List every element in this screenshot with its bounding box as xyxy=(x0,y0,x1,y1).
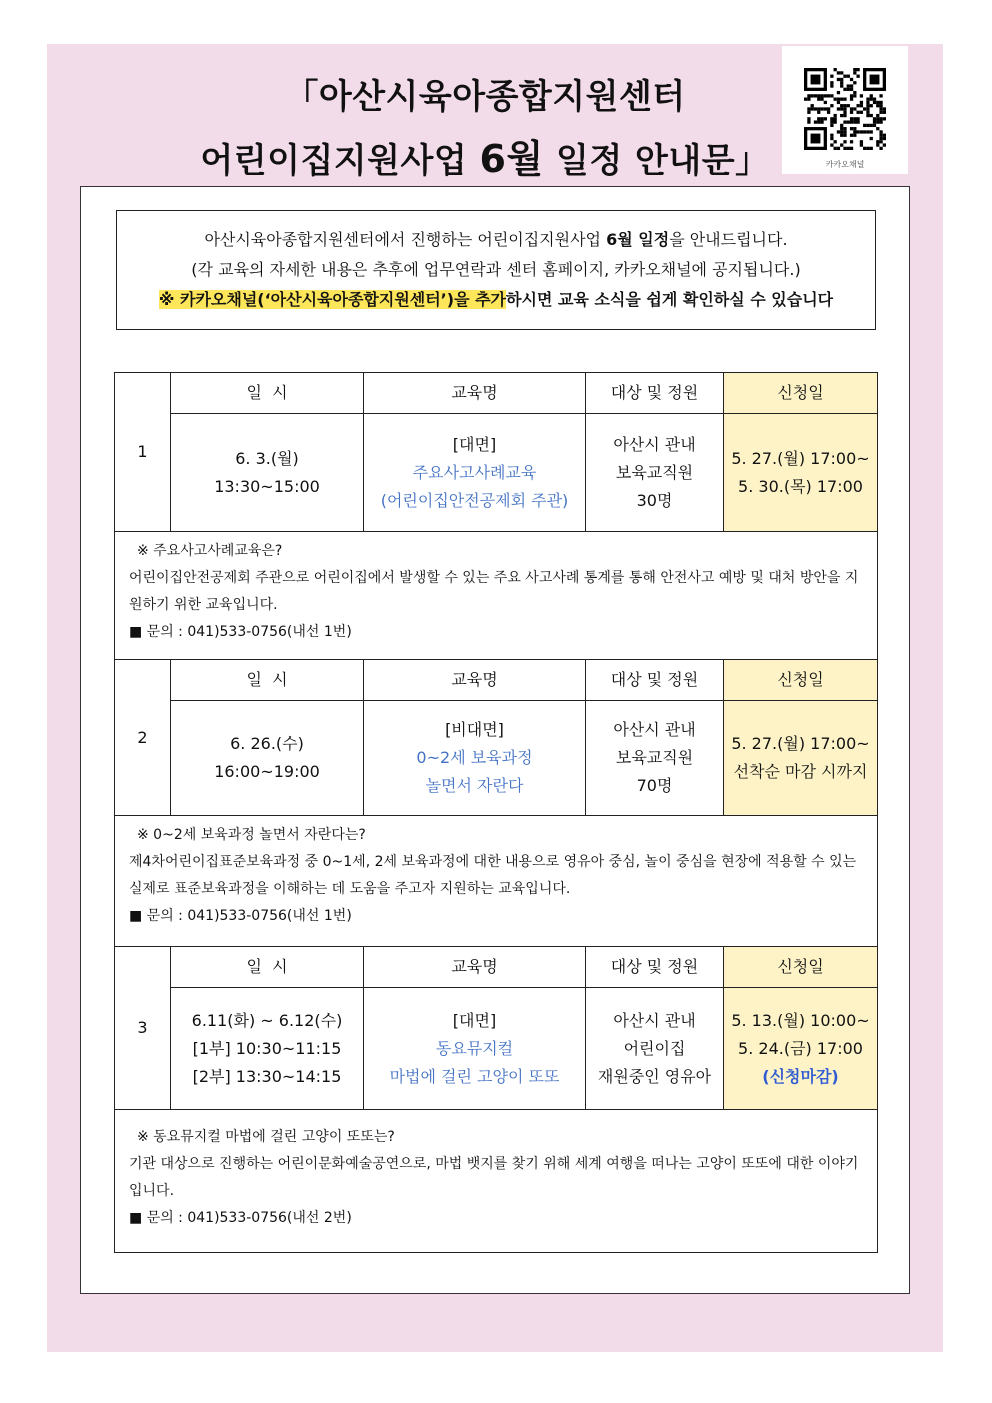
time-line: [2부] 13:30~14:15 xyxy=(192,1066,342,1086)
session-type: [대면] xyxy=(452,434,497,454)
title-text-end: 일정 안내문」 xyxy=(543,141,770,181)
header-apply: 신청일 xyxy=(724,660,878,701)
intro-line-3 xyxy=(117,285,875,315)
session-note xyxy=(115,532,878,660)
apply-start: 5. 13.(월) 10:00~ xyxy=(731,1010,870,1030)
session-apply xyxy=(724,988,878,1110)
date-line: 6.11(화) ~ 6.12(수) xyxy=(191,1010,343,1030)
session-apply xyxy=(724,701,878,816)
session-subtitle: 마법에 걸린 고양이 또또 xyxy=(389,1066,560,1086)
session-target xyxy=(586,414,724,532)
apply-end: 5. 24.(금) 17:00 xyxy=(738,1038,863,1058)
session-number: 1 xyxy=(115,373,171,532)
target-line: 보육교직원 xyxy=(615,462,694,482)
session-type: [대면] xyxy=(452,1010,497,1030)
session-target xyxy=(586,701,724,816)
header-date: 일 시 xyxy=(171,660,364,701)
target-capacity: 30명 xyxy=(636,490,673,510)
qr-code-icon xyxy=(804,68,886,150)
target-line: 아산시 관내 xyxy=(613,720,696,739)
header-name: 교육명 xyxy=(364,947,586,988)
title-line-1: 「아산시육아종합지원센터 xyxy=(284,77,686,117)
title-line-2 xyxy=(190,128,780,192)
title-text: 어린이집지원사업 xyxy=(200,141,480,181)
header-target: 대상 및 정원 xyxy=(586,947,724,988)
header-target: 대상 및 정원 xyxy=(586,660,724,701)
note-contact: ■ 문의 : 041)533-0756(내선 1번) xyxy=(129,908,352,924)
title-month: 6월 xyxy=(479,137,544,181)
apply-end: 선착순 마감 시까지 xyxy=(733,762,868,781)
session-subtitle: 놀면서 자란다 xyxy=(425,776,524,795)
session-apply xyxy=(724,414,878,532)
intro-text-end: 을 안내드립니다. xyxy=(669,230,788,249)
header-date: 일 시 xyxy=(171,373,364,414)
intro-bold: 6월 일정 xyxy=(606,230,670,249)
note-body: 어린이집안전공제회 주관으로 어린이집에서 발생할 수 있는 주요 사고사례 통계를 통해 안전사고 예방 및 대처 방안을 지원하기 위한 교육입니다. xyxy=(129,570,859,613)
session-date xyxy=(171,414,364,532)
intro-highlight: ※ 카카오채널(‘아산시육아종합지원센터’)을 추가 xyxy=(158,290,507,309)
intro-line-3-rest: 하시면 교육 소식을 쉽게 확인하실 수 있습니다 xyxy=(506,290,834,309)
target-line: 어린이집 xyxy=(623,1038,686,1058)
target-capacity: 재원중인 영유아 xyxy=(597,1066,712,1086)
session-subtitle: (어린이집안전공제회 주관) xyxy=(380,490,569,510)
header-name: 교육명 xyxy=(364,660,586,701)
time-line: 13:30~15:00 xyxy=(214,476,320,496)
target-capacity: 70명 xyxy=(636,776,673,795)
session-name xyxy=(364,414,586,532)
apply-start: 5. 27.(월) 17:00~ xyxy=(731,734,870,753)
session-table-2 xyxy=(114,659,878,947)
time-line: [1부] 10:30~11:15 xyxy=(192,1038,342,1058)
header-target: 대상 및 정원 xyxy=(586,373,724,414)
note-question: ※ 주요사고사례교육은? xyxy=(137,543,283,559)
session-target xyxy=(586,988,724,1110)
date-line: 6. 26.(수) xyxy=(230,734,304,753)
time-line: 16:00~19:00 xyxy=(214,762,320,781)
apply-start: 5. 27.(월) 17:00~ xyxy=(731,448,870,468)
note-question: ※ 동요뮤지컬 마법에 걸린 고양이 또또는? xyxy=(137,1129,395,1145)
note-body: 기관 대상으로 진행하는 어린이문화예술공연으로, 마법 뱃지를 찾기 위해 세계 여행을 떠나는 고양이 또또에 대한 이야기입니다. xyxy=(129,1156,859,1199)
header-apply: 신청일 xyxy=(724,373,878,414)
session-table-1 xyxy=(114,372,878,660)
header-date: 일 시 xyxy=(171,947,364,988)
target-line: 아산시 관내 xyxy=(613,1010,696,1030)
note-body: 제4차어린이집표준보육과정 중 0~1세, 2세 보육과정에 대한 내용으로 영유아 중심, 놀이 중심을 현장에 적용할 수 있는 실제로 표준보육과정을 이해하는 데 도움을 주고자 지원하는 교육입니다. xyxy=(129,854,857,897)
note-contact: ■ 문의 : 041)533-0756(내선 1번) xyxy=(129,624,352,640)
header-name: 교육명 xyxy=(364,373,586,414)
target-line: 보육교직원 xyxy=(615,748,694,767)
target-line: 아산시 관내 xyxy=(613,434,696,454)
session-type: [비대면] xyxy=(445,720,504,739)
intro-line-1 xyxy=(117,225,875,255)
apply-end: 5. 30.(목) 17:00 xyxy=(738,476,863,496)
date-line: 6. 3.(월) xyxy=(235,448,299,468)
session-number: 2 xyxy=(115,660,171,816)
qr-caption: 카카오채널 xyxy=(825,160,865,169)
session-date xyxy=(171,988,364,1110)
session-name xyxy=(364,701,586,816)
session-table-3 xyxy=(114,946,878,1253)
page-title xyxy=(190,66,780,192)
intro-line-2: (각 교육의 자세한 내용은 추후에 업무연락과 센터 홈페이지, 카카오채널에 공지됩니다.) xyxy=(191,260,801,279)
apply-closed-badge: (신청마감) xyxy=(762,1066,839,1086)
session-note xyxy=(115,1110,878,1253)
session-name xyxy=(364,988,586,1110)
intro-text: 아산시육아종합지원센터에서 진행하는 어린이집지원사업 xyxy=(204,230,607,249)
header-apply: 신청일 xyxy=(724,947,878,988)
session-note xyxy=(115,816,878,947)
session-title: 동요뮤지컬 xyxy=(435,1038,514,1058)
note-question: ※ 0~2세 보육과정 놀면서 자란다는? xyxy=(137,827,366,843)
intro-box xyxy=(116,210,876,330)
note-contact: ■ 문의 : 041)533-0756(내선 2번) xyxy=(129,1210,352,1226)
session-title: 0~2세 보육과정 xyxy=(416,748,533,767)
session-title: 주요사고사례교육 xyxy=(412,462,537,482)
session-number: 3 xyxy=(115,947,171,1110)
kakao-channel-qr[interactable] xyxy=(782,46,908,174)
session-date xyxy=(171,701,364,816)
